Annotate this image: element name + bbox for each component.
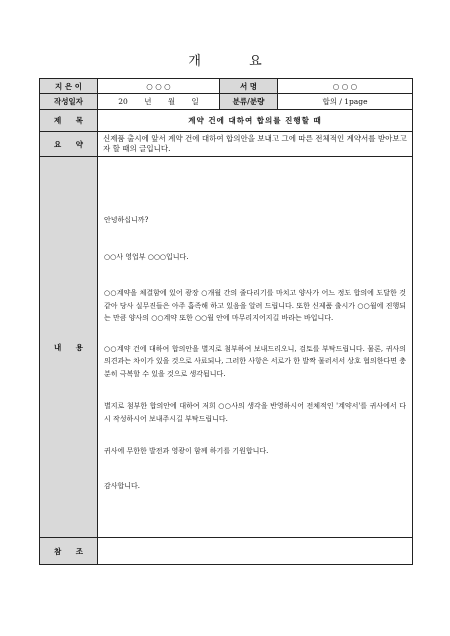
- category-value: 합의 / 1page: [278, 94, 413, 110]
- subject-value: 계약 건에 대하여 합의를 진행할 때: [98, 110, 413, 132]
- signature-value: ○ ○ ○: [278, 79, 413, 94]
- date-label: 작성일자: [40, 94, 98, 110]
- content-paragraph-intro: ○○사 영업부 ○○○입니다.: [104, 252, 189, 261]
- date-value: 20 년 월 일: [98, 94, 220, 110]
- category-label: 분류/분량: [220, 94, 278, 110]
- content-paragraph-wishes: 귀사에 무한한 발전과 영광이 함께 하기를 기원합니다.: [104, 447, 269, 455]
- content-paragraph-background: ○○계약을 체결함에 있어 광장 ○개월 간의 줄다리기를 마치고 양사가 어느 정도 합의에 도달한 것 같아 당사 실무진들은 아주 흡족해 하고 있음을 알려 드립니다. 또한 신제품 출시가 ○○월에 진행되는 만큼 양사의 ○○계약 또한 ○○월 안에 마무리지어지길 바라는 바입니다.: [104, 289, 406, 322]
- subject-label: 제 목: [40, 110, 98, 132]
- overview-form: [39, 78, 413, 565]
- reference-value: [98, 538, 413, 565]
- author-label: 지 은 이: [40, 79, 98, 94]
- document-title: 개 요: [188, 54, 284, 69]
- content-paragraph-greeting: 안녕하십니까?: [104, 216, 149, 224]
- reference-label: 참 조: [40, 538, 98, 565]
- content-label: 내 용: [40, 157, 98, 538]
- author-value: ○ ○ ○: [98, 79, 220, 94]
- content-paragraph-proposal: ○○계약 건에 대하여 합의안을 별지로 첨부하여 보내드리오니, 검토를 부탁드립니다. 물론, 귀사의 의견과는 차이가 있을 것으로 사료되나, 그러한 사항은 서로가 한 발짝 물러서서 상호 협의한다면 충분히 극복할 수 있을 것으로 생각됩니다.: [104, 344, 406, 378]
- content-paragraph-thanks: 감사합니다.: [104, 481, 141, 490]
- content-body: [98, 157, 413, 538]
- summary-value: 신제품 출시에 앞서 계약 건에 대하여 합의안을 보내고 그에 따른 전체적인 계약서를 받아보고자 할 때의 글입니다.: [98, 132, 413, 157]
- signature-label: 서 명: [220, 79, 278, 94]
- summary-label: 요 약: [40, 132, 98, 157]
- content-paragraph-request: 별지로 첨부한 합의안에 대하여 저희 ○○사의 생각을 반영하시어 전체적인 '계약서'를 귀사에서 다시 작성하시어 보내주시길 부탁드립니다.: [104, 402, 406, 423]
